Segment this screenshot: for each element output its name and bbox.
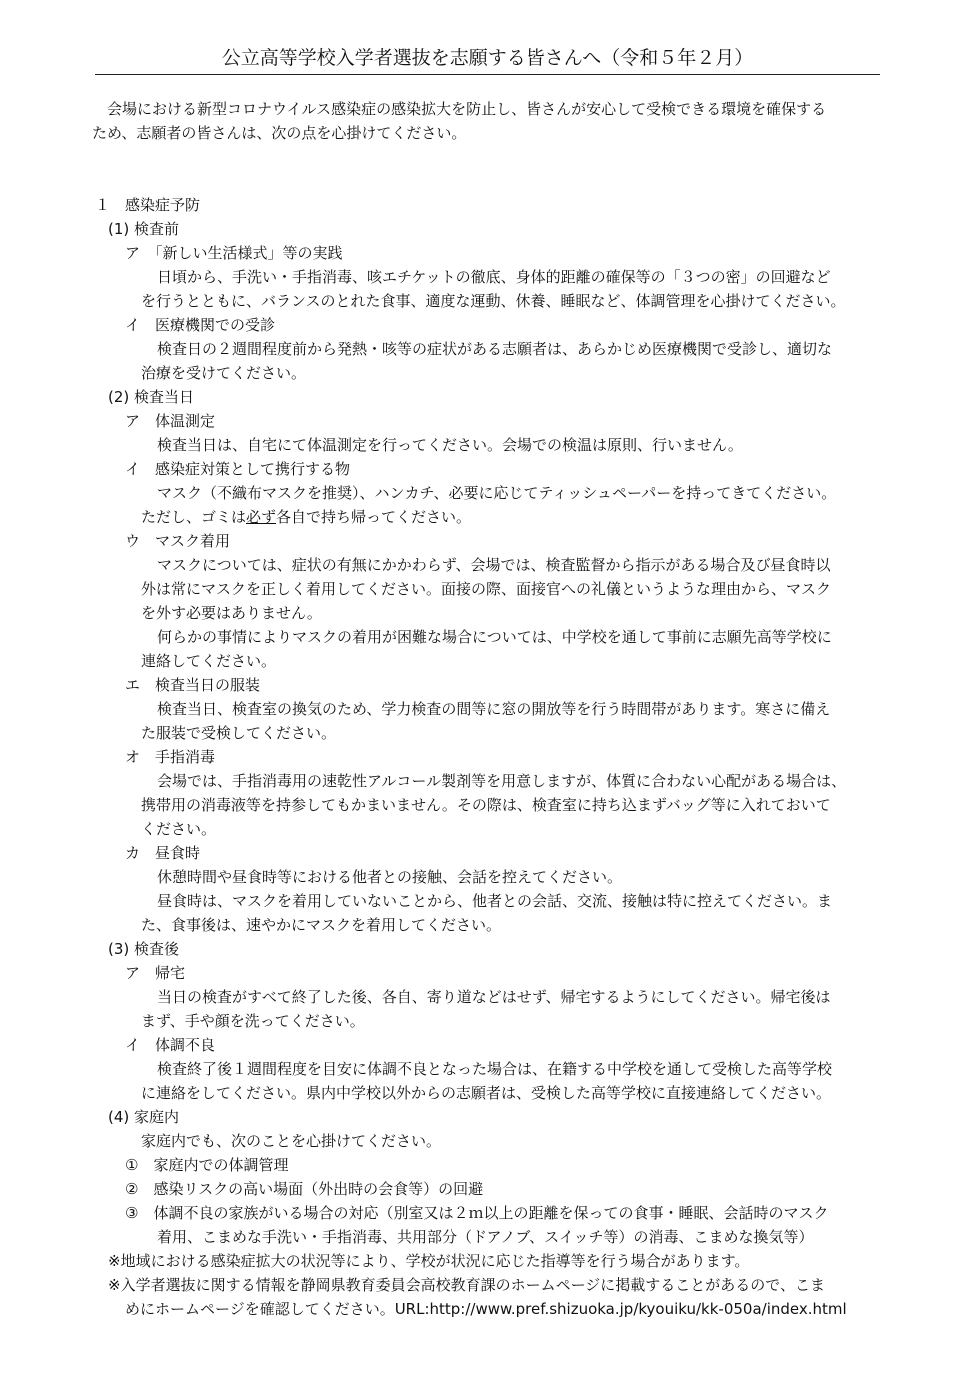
list-item: ③ 体調不良の家族がいる場合の対応（別室又は２ｍ以上の距離を保っての食事・睡眠、会話時のマスク: [125, 1204, 829, 1222]
item-text: 当日の検査がすべて終了した後、各自、寄り道などはせず、帰宅するようにしてください。帰宅後は: [157, 988, 831, 1006]
item-text: 携帯用の消毒液等を持参してもかまいません。その際は、検査室に持ち込まずバッグ等に入れておいて: [141, 796, 831, 814]
item-text: を行うとともに、バランスのとれた食事、適度な運動、休養、睡眠など、体調管理を心掛けてください。: [141, 292, 846, 310]
item-text: 治療を受けてください。: [141, 364, 307, 382]
subsection-heading: (4) 家庭内: [108, 1108, 180, 1126]
title-rule: [95, 74, 880, 75]
text-span: 各自で持ち帰ってください。: [276, 508, 472, 526]
list-item: ② 感染リスクの高い場面（外出時の会食等）の回避: [125, 1180, 484, 1198]
intro-line: 会場における新型コロナウイルス感染症の感染拡大を防止し、皆さんが安心して受検できる環境を確保する: [92, 100, 827, 118]
item-text: ください。: [141, 820, 217, 838]
section-heading: １ 感染症予防: [95, 196, 201, 214]
list-item-continuation: 着用、こまめな手洗い・手指消毒、共用部分（ドアノブ、スイッチ等）の消毒、こまめな換気等）: [157, 1228, 814, 1246]
intro-line: ため、志願者の皆さんは、次の点を心掛けてください。: [92, 124, 467, 142]
subsection-heading: (1) 検査前: [108, 220, 180, 238]
item-text: 会場では、手指消毒用の速乾性アルコール製剤等を用意しますが、体質に合わない心配がある場合は、: [157, 772, 847, 790]
note-line: ※入学者選抜に関する情報を静岡県教育委員会高校教育課のホームページに掲載することがあるので、こま: [108, 1276, 825, 1294]
item-text: マスク（不織布マスクを推奨）、ハンカチ、必要に応じてティッシュペーパーを持ってきてください。: [157, 484, 837, 502]
item-text: 家庭内でも、次のことを心掛けてください。: [141, 1132, 442, 1150]
item-heading: ア 帰宅: [125, 964, 186, 982]
item-text: 休憩時間や昼食時等における他者との接触、会話を控えてください。: [157, 868, 623, 886]
item-heading: イ 感染症対策として携行する物: [125, 460, 351, 478]
note-line-url: めにホームページを確認してください。URL:http://www.pref.shizuoka.jp/kyouiku/kk-050a/index.html: [125, 1300, 847, 1318]
item-text: マスクについては、症状の有無にかかわらず、会場では、検査監督から指示がある場合及び昼食時以: [157, 556, 831, 574]
item-text: 検査当日、検査室の換気のため、学力検査の間等に窓の開放等を行う時間帯があります。寒さに備え: [157, 700, 831, 718]
document-body: [92, 97, 892, 1321]
item-heading: ウ マスク着用: [125, 532, 231, 550]
item-text: た服装で受検してください。: [141, 724, 337, 742]
item-text: 検査終了後１週間程度を目安に体調不良となった場合は、在籍する中学校を通して受検した高等学校: [157, 1060, 833, 1078]
item-text: 検査当日は、自宅にて体温測定を行ってください。会場での検温は原則、行いません。: [157, 436, 743, 454]
item-heading: カ 昼食時: [125, 844, 201, 862]
note-line: ※地域における感染症拡大の状況等により、学校が状況に応じた指導等を行う場合があります。: [108, 1252, 750, 1270]
item-heading: イ 医療機関での受診: [125, 316, 276, 334]
item-text: 昼食時は、マスクを着用していないことから、他者との会話、交流、接触は特に控えてください。ま: [157, 892, 833, 910]
subsection-heading: (3) 検査後: [108, 940, 180, 958]
item-text: 検査日の２週間程度前から発熱・咳等の症状がある志願者は、あらかじめ医療機関で受診し、適切な: [157, 340, 833, 358]
item-text: を外す必要はありません。: [141, 604, 322, 622]
item-text: 何らかの事情によりマスクの着用が困難な場合については、中学校を通して事前に志願先高等学校に: [157, 628, 832, 646]
text-span: ただし、ゴミは: [141, 508, 247, 526]
document-title: 公立高等学校入学者選抜を志願する皆さんへ（令和５年２月）: [221, 47, 754, 69]
subsection-heading: (2) 検査当日: [108, 388, 195, 406]
list-item: ① 家庭内での体調管理: [125, 1156, 289, 1174]
item-heading: ア 体温測定: [125, 412, 216, 430]
item-heading: イ 体調不良: [125, 1036, 216, 1054]
item-text: まず、手や顔を洗ってください。: [141, 1012, 365, 1030]
item-heading: オ 手指消毒: [125, 748, 216, 766]
item-text: 外は常にマスクを正しく着用してください。面接の際、面接官への礼儀というような理由から、マスク: [141, 580, 832, 598]
item-text: 日頃から、手洗い・手指消毒、咳エチケットの徹底、身体的距離の確保等の「３つの密」の回避など: [157, 268, 831, 286]
item-text: に連絡をしてください。県内中学校以外からの志願者は、受検した高等学校に直接連絡してください。: [141, 1084, 832, 1102]
item-text: 連絡してください。: [141, 652, 277, 670]
underlined-text: 必ず: [246, 508, 277, 526]
item-heading: エ 検査当日の服装: [125, 676, 261, 694]
item-text: [92, 505, 892, 529]
item-heading: ア 「新しい生活様式」等の実践: [125, 244, 343, 262]
item-text: た、食事後は、速やかにマスクを着用してください。: [141, 916, 502, 934]
